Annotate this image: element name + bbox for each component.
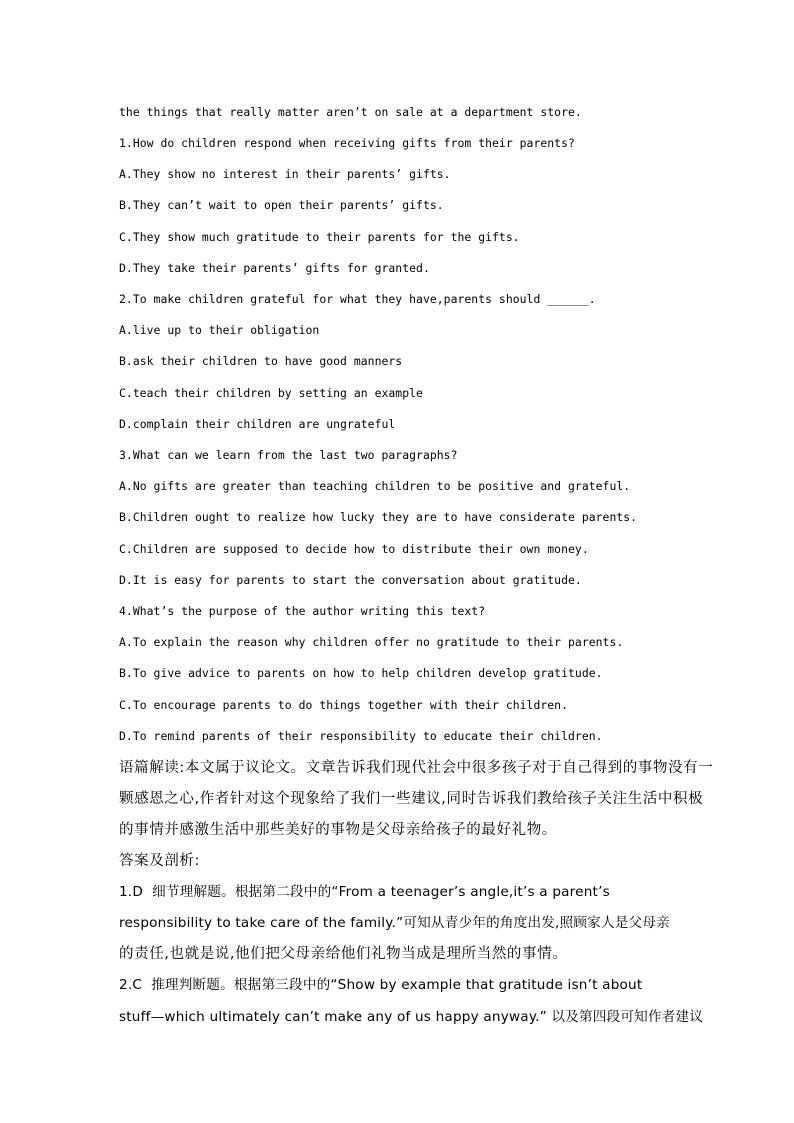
question-3-option-b: B.Children ought to realize how lucky they are to have considerate parents. (119, 510, 638, 524)
answer-1-line-1: 1.D 细节理解题。根据第二段中的“From a teenager’s angle,it’s a parent’s (119, 884, 610, 900)
question-1-option-b: B.They can’t wait to open their parents’ gifts. (119, 198, 444, 212)
answers-heading: 答案及剖析: (119, 853, 200, 869)
question-2-option-c: C.teach their children by setting an example (119, 386, 423, 400)
answer-2-line-1: 2.C 推理判断题。根据第三段中的“Show by example that gratitude isn’t about (119, 977, 643, 993)
question-2-option-a: A.live up to their obligation (119, 323, 320, 337)
question-3-option-a: A.No gifts are greater than teaching children to be positive and grateful. (119, 479, 631, 493)
passage-ending: the things that really matter aren’t on sale at a department store. (119, 105, 582, 119)
passage-analysis-line-2: 颗感恩之心,作者针对这个现象给了我们一些建议,同时告诉我们教给孩子关注生活中积极 (119, 791, 704, 807)
question-4-option-a: A.To explain the reason why children offer no gratitude to their parents. (119, 635, 624, 649)
question-1-option-c: C.They show much gratitude to their parents for the gifts. (119, 230, 520, 244)
question-1-option-a: A.They show no interest in their parents’ gifts. (119, 167, 451, 181)
passage-analysis-line-3: 的事情并感激生活中那些美好的事物是父母亲给孩子的最好礼物。 (119, 822, 557, 838)
question-2-option-d: D.complain their children are ungrateful (119, 417, 396, 431)
question-3-option-c: C.Children are supposed to decide how to distribute their own money. (119, 542, 589, 556)
question-1: 1.How do children respond when receiving gifts from their parents? (119, 136, 575, 150)
question-4: 4.What’s the purpose of the author writing this text? (119, 604, 486, 618)
question-4-option-b: B.To give advice to parents on how to help children develop gratitude. (119, 666, 603, 680)
question-2-option-b: B.ask their children to have good manners (119, 354, 403, 368)
question-4-option-c: C.To encourage parents to do things together with their children. (119, 698, 569, 712)
answer-1-line-3: 的责任,也就是说,他们把父母亲给他们礼物当成是理所当然的事情。 (119, 946, 568, 962)
answer-1-line-2: responsibility to take care of the family.”可知从青少年的角度出发,照顾家人是父母亲 (119, 915, 670, 931)
question-2: 2.To make children grateful for what they have,parents should ______. (119, 292, 596, 306)
question-3-option-d: D.It is easy for parents to start the conversation about gratitude. (119, 573, 582, 587)
question-3: 3.What can we learn from the last two paragraphs? (119, 448, 458, 462)
answer-2-line-2: stuff—which ultimately can’t make any of us happy anyway.” 以及第四段可知作者建议 (119, 1009, 704, 1025)
question-1-option-d: D.They take their parents’ gifts for granted. (119, 261, 430, 275)
passage-analysis-line-1: 语篇解读:本文属于议论文。文章告诉我们现代社会中很多孩子对于自己得到的事物没有一 (119, 760, 714, 776)
question-4-option-d: D.To remind parents of their responsibility to educate their children. (119, 729, 603, 743)
